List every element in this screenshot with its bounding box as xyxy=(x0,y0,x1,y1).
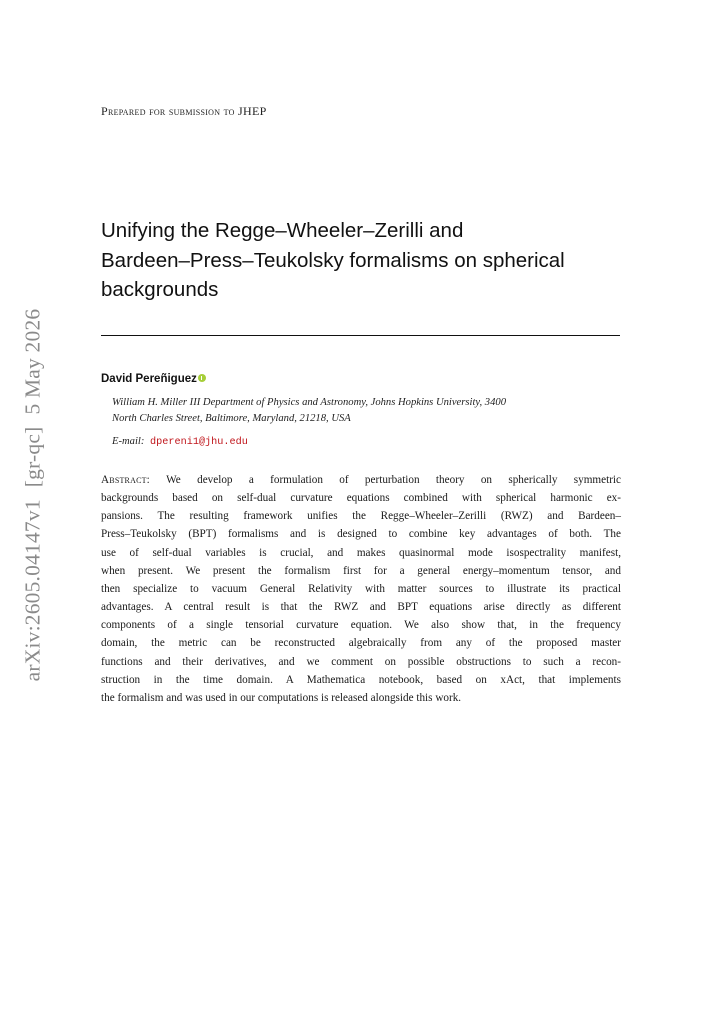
abstract-first-line: We develop a formulation of perturbation theory on spherically symmetric xyxy=(166,474,621,486)
affiliation-line: William H. Miller III Department of Physics and Astronomy, Johns Hopkins University, 3400 xyxy=(112,397,506,408)
abstract-line: the formalism and was used in our computations is released alongside this work. xyxy=(101,691,462,704)
orcid-icon[interactable] xyxy=(198,374,206,382)
abstract-heading: Abstract: xyxy=(101,474,150,486)
abstract-line: domain, the metric can be reconstructed algebraically from any of the proposed master xyxy=(101,637,621,650)
paper-title xyxy=(101,216,641,305)
abstract-line: Press–Teukolsky (BPT) formalisms and is designed to combine key advantages of both. The xyxy=(101,528,621,541)
title-line: Bardeen–Press–Teukolsky formalisms on spherical xyxy=(101,248,565,272)
abstract-line: struction in the time domain. A Mathematica notebook, based on xAct, that implements xyxy=(101,673,621,686)
abstract-line: backgrounds based on self-dual curvature equations combined with spherical harmonic ex- xyxy=(101,492,621,505)
journal-note: Prepared for submission to JHEP xyxy=(101,104,267,118)
abstract-line: pansions. The resulting framework unifies the Regge–Wheeler–Zerilli (RWZ) and Bardeen– xyxy=(101,510,621,523)
title-line: backgrounds xyxy=(101,278,219,301)
abstract xyxy=(101,471,621,707)
title-line: Unifying the Regge–Wheeler–Zerilli and xyxy=(101,219,464,242)
affiliation xyxy=(112,395,622,426)
abstract-line: when present. We present the formalism first for a general energy–momentum tensor, and xyxy=(101,564,621,577)
arxiv-stamp xyxy=(21,309,46,682)
arxiv-id[interactable]: arXiv:2605.04147v1 xyxy=(20,499,45,682)
arxiv-date: 5 May 2026 xyxy=(20,308,45,415)
abstract-line: then specialize to vacuum General Relativity with matter sources to illustrate its practical xyxy=(101,582,621,595)
author-name: David Pereñiguez xyxy=(101,373,197,385)
author xyxy=(101,373,206,385)
abstract-line: advantages. A central result is that the RWZ and BPT equations arise directly as different xyxy=(101,601,621,614)
email-label: E-mail: xyxy=(112,436,145,447)
abstract-line: functions and their derivatives, and we comment on possible obstructions to such a recon- xyxy=(101,655,621,668)
abstract-line xyxy=(101,471,621,489)
affiliation-line: North Charles Street, Baltimore, Maryland, 21218, USA xyxy=(112,412,351,424)
email-link[interactable]: dpereni1@jhu.edu xyxy=(150,437,248,448)
title-rule xyxy=(101,335,620,336)
abstract-line: use of self-dual variables is crucial, and makes quasinormal mode isospectrality manifest, xyxy=(101,546,621,559)
abstract-line: components of a single tensorial curvature equation. We also show that, in the frequency xyxy=(101,619,621,632)
email-line xyxy=(112,436,248,448)
arxiv-category: [gr-qc] xyxy=(20,426,45,488)
